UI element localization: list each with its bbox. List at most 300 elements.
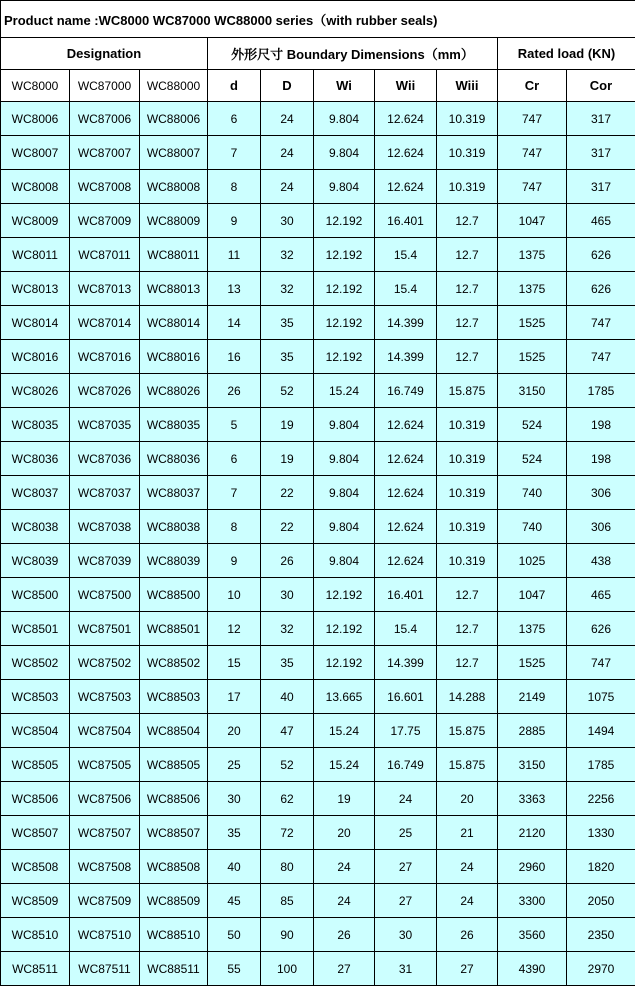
outer-d-cell: 32 xyxy=(261,238,314,272)
cor-cell: 465 xyxy=(567,578,635,612)
cr-cell: 1525 xyxy=(498,306,567,340)
bore-d-cell: 30 xyxy=(208,782,261,816)
wii-cell: 14.399 xyxy=(375,306,437,340)
col-header-wc87000: WC87000 xyxy=(70,70,140,102)
col-header-wiii: Wiii xyxy=(437,70,498,102)
wc87000-cell: WC87007 xyxy=(70,136,140,170)
outer-d-cell: 30 xyxy=(261,204,314,238)
outer-d-cell: 47 xyxy=(261,714,314,748)
wi-cell: 9.804 xyxy=(314,170,375,204)
wc8000-cell: WC8039 xyxy=(1,544,70,578)
cor-cell: 306 xyxy=(567,476,635,510)
wii-cell: 31 xyxy=(375,952,437,986)
wii-cell: 12.624 xyxy=(375,170,437,204)
wii-cell: 25 xyxy=(375,816,437,850)
wc88000-cell: WC88509 xyxy=(140,884,208,918)
wc88000-cell: WC88508 xyxy=(140,850,208,884)
wc88000-cell: WC88036 xyxy=(140,442,208,476)
cor-cell: 2970 xyxy=(567,952,635,986)
bore-d-cell: 55 xyxy=(208,952,261,986)
bore-d-cell: 50 xyxy=(208,918,261,952)
col-header-cor: Cor xyxy=(567,70,635,102)
wi-cell: 12.192 xyxy=(314,340,375,374)
wc8000-cell: WC8006 xyxy=(1,102,70,136)
wii-cell: 12.624 xyxy=(375,442,437,476)
wiii-cell: 12.7 xyxy=(437,204,498,238)
wc88000-cell: WC88511 xyxy=(140,952,208,986)
wiii-cell: 15.875 xyxy=(437,714,498,748)
bore-d-cell: 13 xyxy=(208,272,261,306)
cr-cell: 2149 xyxy=(498,680,567,714)
cr-cell: 1375 xyxy=(498,272,567,306)
wc88000-cell: WC88026 xyxy=(140,374,208,408)
wc88000-cell: WC88035 xyxy=(140,408,208,442)
cr-cell: 1375 xyxy=(498,238,567,272)
wi-cell: 13.665 xyxy=(314,680,375,714)
cr-cell: 1375 xyxy=(498,612,567,646)
table-row xyxy=(1,272,635,306)
wi-cell: 12.192 xyxy=(314,306,375,340)
cor-cell: 465 xyxy=(567,204,635,238)
wc8000-cell: WC8013 xyxy=(1,272,70,306)
outer-d-cell: 24 xyxy=(261,170,314,204)
wiii-cell: 10.319 xyxy=(437,510,498,544)
wc8000-cell: WC8007 xyxy=(1,136,70,170)
table-row xyxy=(1,578,635,612)
outer-d-cell: 40 xyxy=(261,680,314,714)
outer-d-cell: 22 xyxy=(261,476,314,510)
table-row xyxy=(1,510,635,544)
cr-cell: 4390 xyxy=(498,952,567,986)
wc87000-cell: WC87504 xyxy=(70,714,140,748)
outer-d-cell: 32 xyxy=(261,612,314,646)
wiii-cell: 10.319 xyxy=(437,442,498,476)
wc8000-cell: WC8011 xyxy=(1,238,70,272)
outer-d-cell: 100 xyxy=(261,952,314,986)
wc8000-cell: WC8035 xyxy=(1,408,70,442)
wc87000-cell: WC87036 xyxy=(70,442,140,476)
wii-cell: 27 xyxy=(375,850,437,884)
wii-cell: 12.624 xyxy=(375,476,437,510)
outer-d-cell: 35 xyxy=(261,646,314,680)
wi-cell: 15.24 xyxy=(314,714,375,748)
bore-d-cell: 5 xyxy=(208,408,261,442)
wc88000-cell: WC88037 xyxy=(140,476,208,510)
table-row xyxy=(1,476,635,510)
cr-cell: 747 xyxy=(498,136,567,170)
wi-cell: 12.192 xyxy=(314,578,375,612)
wc88000-cell: WC88503 xyxy=(140,680,208,714)
wc87000-cell: WC87016 xyxy=(70,340,140,374)
wii-cell: 14.399 xyxy=(375,340,437,374)
wc87000-cell: WC87502 xyxy=(70,646,140,680)
outer-d-cell: 19 xyxy=(261,408,314,442)
wc87000-cell: WC87501 xyxy=(70,612,140,646)
cor-cell: 2350 xyxy=(567,918,635,952)
wc88000-cell: WC88502 xyxy=(140,646,208,680)
outer-d-cell: 52 xyxy=(261,374,314,408)
wc8000-cell: WC8503 xyxy=(1,680,70,714)
cor-cell: 1785 xyxy=(567,748,635,782)
cor-cell: 747 xyxy=(567,306,635,340)
cr-cell: 524 xyxy=(498,408,567,442)
outer-d-cell: 85 xyxy=(261,884,314,918)
wc8000-cell: WC8508 xyxy=(1,850,70,884)
wiii-cell: 15.875 xyxy=(437,748,498,782)
wc88000-cell: WC88038 xyxy=(140,510,208,544)
cor-cell: 198 xyxy=(567,408,635,442)
wc87000-cell: WC87026 xyxy=(70,374,140,408)
wc87000-cell: WC87013 xyxy=(70,272,140,306)
table-row xyxy=(1,714,635,748)
wc8000-cell: WC8016 xyxy=(1,340,70,374)
wc87000-cell: WC87511 xyxy=(70,952,140,986)
wc87000-cell: WC87006 xyxy=(70,102,140,136)
wc88000-cell: WC88500 xyxy=(140,578,208,612)
cor-cell: 2256 xyxy=(567,782,635,816)
wi-cell: 26 xyxy=(314,918,375,952)
wc8000-cell: WC8502 xyxy=(1,646,70,680)
wc87000-cell: WC87037 xyxy=(70,476,140,510)
cor-cell: 1075 xyxy=(567,680,635,714)
outer-d-cell: 22 xyxy=(261,510,314,544)
cor-cell: 747 xyxy=(567,646,635,680)
bore-d-cell: 9 xyxy=(208,544,261,578)
cor-cell: 1820 xyxy=(567,850,635,884)
wii-cell: 12.624 xyxy=(375,136,437,170)
col-header-bore-d: d xyxy=(208,70,261,102)
wc87000-cell: WC87011 xyxy=(70,238,140,272)
cr-cell: 1525 xyxy=(498,646,567,680)
group-header-row xyxy=(1,38,635,70)
wi-cell: 12.192 xyxy=(314,238,375,272)
wi-cell: 9.804 xyxy=(314,476,375,510)
wiii-cell: 12.7 xyxy=(437,646,498,680)
cor-cell: 198 xyxy=(567,442,635,476)
wc8000-cell: WC8509 xyxy=(1,884,70,918)
cr-cell: 3363 xyxy=(498,782,567,816)
title-row xyxy=(1,1,635,38)
outer-d-cell: 80 xyxy=(261,850,314,884)
wiii-cell: 10.319 xyxy=(437,476,498,510)
wiii-cell: 12.7 xyxy=(437,578,498,612)
bore-d-cell: 12 xyxy=(208,612,261,646)
wiii-cell: 24 xyxy=(437,850,498,884)
wi-cell: 12.192 xyxy=(314,612,375,646)
wc87000-cell: WC87014 xyxy=(70,306,140,340)
wii-cell: 17.75 xyxy=(375,714,437,748)
cor-cell: 626 xyxy=(567,272,635,306)
table-row xyxy=(1,102,635,136)
wc8000-cell: WC8038 xyxy=(1,510,70,544)
wii-cell: 15.4 xyxy=(375,612,437,646)
wi-cell: 12.192 xyxy=(314,204,375,238)
cor-cell: 317 xyxy=(567,136,635,170)
wiii-cell: 21 xyxy=(437,816,498,850)
cor-cell: 317 xyxy=(567,170,635,204)
wi-cell: 9.804 xyxy=(314,136,375,170)
bore-d-cell: 6 xyxy=(208,102,261,136)
wc87000-cell: WC87035 xyxy=(70,408,140,442)
table-row xyxy=(1,748,635,782)
cr-cell: 3300 xyxy=(498,884,567,918)
cr-cell: 1047 xyxy=(498,578,567,612)
cor-cell: 306 xyxy=(567,510,635,544)
wi-cell: 15.24 xyxy=(314,374,375,408)
bore-d-cell: 40 xyxy=(208,850,261,884)
designation-header: Designation xyxy=(1,38,208,70)
bore-d-cell: 26 xyxy=(208,374,261,408)
wii-cell: 15.4 xyxy=(375,238,437,272)
wc8000-cell: WC8511 xyxy=(1,952,70,986)
wc88000-cell: WC88504 xyxy=(140,714,208,748)
wii-cell: 16.749 xyxy=(375,748,437,782)
table-row xyxy=(1,374,635,408)
bore-d-cell: 15 xyxy=(208,646,261,680)
boundary-dimensions-header: 外形尺寸 Boundary Dimensions（mm） xyxy=(208,38,498,70)
rated-load-header: Rated load (KN) xyxy=(498,38,635,70)
outer-d-cell: 24 xyxy=(261,102,314,136)
cr-cell: 2885 xyxy=(498,714,567,748)
wiii-cell: 14.288 xyxy=(437,680,498,714)
wc87000-cell: WC87506 xyxy=(70,782,140,816)
table-row xyxy=(1,442,635,476)
outer-d-cell: 62 xyxy=(261,782,314,816)
wc8000-cell: WC8026 xyxy=(1,374,70,408)
col-header-wi: Wi xyxy=(314,70,375,102)
cor-cell: 438 xyxy=(567,544,635,578)
wi-cell: 9.804 xyxy=(314,510,375,544)
table-row xyxy=(1,884,635,918)
outer-d-cell: 30 xyxy=(261,578,314,612)
wc87000-cell: WC87509 xyxy=(70,884,140,918)
wiii-cell: 10.319 xyxy=(437,408,498,442)
bore-d-cell: 7 xyxy=(208,476,261,510)
wc88000-cell: WC88014 xyxy=(140,306,208,340)
cor-cell: 1330 xyxy=(567,816,635,850)
wc8000-cell: WC8510 xyxy=(1,918,70,952)
wi-cell: 24 xyxy=(314,884,375,918)
outer-d-cell: 35 xyxy=(261,306,314,340)
cr-cell: 3560 xyxy=(498,918,567,952)
col-header-outer-d: D xyxy=(261,70,314,102)
wii-cell: 12.624 xyxy=(375,510,437,544)
table-row xyxy=(1,544,635,578)
wi-cell: 19 xyxy=(314,782,375,816)
bore-d-cell: 10 xyxy=(208,578,261,612)
cr-cell: 740 xyxy=(498,476,567,510)
cor-cell: 626 xyxy=(567,612,635,646)
outer-d-cell: 72 xyxy=(261,816,314,850)
table-row xyxy=(1,782,635,816)
wc87000-cell: WC87039 xyxy=(70,544,140,578)
col-header-wc88000: WC88000 xyxy=(140,70,208,102)
wiii-cell: 27 xyxy=(437,952,498,986)
wc8000-cell: WC8501 xyxy=(1,612,70,646)
wc87000-cell: WC87503 xyxy=(70,680,140,714)
outer-d-cell: 52 xyxy=(261,748,314,782)
wc87000-cell: WC87510 xyxy=(70,918,140,952)
wc88000-cell: WC88013 xyxy=(140,272,208,306)
cr-cell: 747 xyxy=(498,170,567,204)
wc87000-cell: WC87508 xyxy=(70,850,140,884)
table-row xyxy=(1,204,635,238)
table-row xyxy=(1,816,635,850)
bore-d-cell: 8 xyxy=(208,510,261,544)
wiii-cell: 20 xyxy=(437,782,498,816)
table-row xyxy=(1,238,635,272)
wii-cell: 12.624 xyxy=(375,102,437,136)
bore-d-cell: 9 xyxy=(208,204,261,238)
wiii-cell: 10.319 xyxy=(437,544,498,578)
cr-cell: 3150 xyxy=(498,374,567,408)
wii-cell: 16.749 xyxy=(375,374,437,408)
col-header-wii: Wii xyxy=(375,70,437,102)
cr-cell: 1047 xyxy=(498,204,567,238)
wii-cell: 16.401 xyxy=(375,204,437,238)
table-body xyxy=(1,1,635,986)
wiii-cell: 24 xyxy=(437,884,498,918)
cr-cell: 1525 xyxy=(498,340,567,374)
wc87000-cell: WC87505 xyxy=(70,748,140,782)
wc87000-cell: WC87009 xyxy=(70,204,140,238)
bore-d-cell: 7 xyxy=(208,136,261,170)
table-row xyxy=(1,918,635,952)
wi-cell: 20 xyxy=(314,816,375,850)
cor-cell: 317 xyxy=(567,102,635,136)
bore-d-cell: 14 xyxy=(208,306,261,340)
wii-cell: 15.4 xyxy=(375,272,437,306)
bore-d-cell: 8 xyxy=(208,170,261,204)
wii-cell: 30 xyxy=(375,918,437,952)
cor-cell: 747 xyxy=(567,340,635,374)
outer-d-cell: 32 xyxy=(261,272,314,306)
wi-cell: 12.192 xyxy=(314,646,375,680)
wiii-cell: 15.875 xyxy=(437,374,498,408)
wii-cell: 12.624 xyxy=(375,544,437,578)
wc8000-cell: WC8037 xyxy=(1,476,70,510)
table-row xyxy=(1,680,635,714)
wi-cell: 9.804 xyxy=(314,408,375,442)
table-row xyxy=(1,408,635,442)
wc8000-cell: WC8036 xyxy=(1,442,70,476)
cr-cell: 740 xyxy=(498,510,567,544)
wiii-cell: 10.319 xyxy=(437,136,498,170)
col-header-cr: Cr xyxy=(498,70,567,102)
wc8000-cell: WC8505 xyxy=(1,748,70,782)
wc87000-cell: WC87507 xyxy=(70,816,140,850)
wiii-cell: 12.7 xyxy=(437,272,498,306)
cr-cell: 2960 xyxy=(498,850,567,884)
wi-cell: 9.804 xyxy=(314,102,375,136)
outer-d-cell: 19 xyxy=(261,442,314,476)
wii-cell: 16.601 xyxy=(375,680,437,714)
bore-d-cell: 11 xyxy=(208,238,261,272)
wii-cell: 24 xyxy=(375,782,437,816)
wc8000-cell: WC8504 xyxy=(1,714,70,748)
cor-cell: 626 xyxy=(567,238,635,272)
bore-d-cell: 45 xyxy=(208,884,261,918)
wc87000-cell: WC87008 xyxy=(70,170,140,204)
cr-cell: 2120 xyxy=(498,816,567,850)
cr-cell: 524 xyxy=(498,442,567,476)
wi-cell: 27 xyxy=(314,952,375,986)
wc8000-cell: WC8500 xyxy=(1,578,70,612)
cor-cell: 1494 xyxy=(567,714,635,748)
table-row xyxy=(1,136,635,170)
wi-cell: 15.24 xyxy=(314,748,375,782)
wc88000-cell: WC88008 xyxy=(140,170,208,204)
wiii-cell: 12.7 xyxy=(437,306,498,340)
wii-cell: 14.399 xyxy=(375,646,437,680)
wiii-cell: 26 xyxy=(437,918,498,952)
table-row xyxy=(1,850,635,884)
wc8000-cell: WC8014 xyxy=(1,306,70,340)
table-row xyxy=(1,340,635,374)
cor-cell: 2050 xyxy=(567,884,635,918)
wc88000-cell: WC88039 xyxy=(140,544,208,578)
wc88000-cell: WC88016 xyxy=(140,340,208,374)
outer-d-cell: 90 xyxy=(261,918,314,952)
wiii-cell: 12.7 xyxy=(437,238,498,272)
wi-cell: 9.804 xyxy=(314,544,375,578)
wc88000-cell: WC88007 xyxy=(140,136,208,170)
product-title: Product name :WC8000 WC87000 WC88000 series（with rubber seals) xyxy=(1,1,635,38)
wc88000-cell: WC88011 xyxy=(140,238,208,272)
wiii-cell: 10.319 xyxy=(437,170,498,204)
table-row xyxy=(1,646,635,680)
bore-d-cell: 35 xyxy=(208,816,261,850)
table-row xyxy=(1,612,635,646)
bore-d-cell: 16 xyxy=(208,340,261,374)
wc88000-cell: WC88507 xyxy=(140,816,208,850)
wiii-cell: 10.319 xyxy=(437,102,498,136)
cr-cell: 1025 xyxy=(498,544,567,578)
wi-cell: 24 xyxy=(314,850,375,884)
wiii-cell: 12.7 xyxy=(437,612,498,646)
wi-cell: 12.192 xyxy=(314,272,375,306)
bore-d-cell: 25 xyxy=(208,748,261,782)
table-row xyxy=(1,952,635,986)
cr-cell: 747 xyxy=(498,102,567,136)
wc88000-cell: WC88505 xyxy=(140,748,208,782)
bore-d-cell: 20 xyxy=(208,714,261,748)
outer-d-cell: 26 xyxy=(261,544,314,578)
wc8000-cell: WC8507 xyxy=(1,816,70,850)
wii-cell: 16.401 xyxy=(375,578,437,612)
wc88000-cell: WC88510 xyxy=(140,918,208,952)
wii-cell: 12.624 xyxy=(375,408,437,442)
table-row xyxy=(1,170,635,204)
wi-cell: 9.804 xyxy=(314,442,375,476)
wc88000-cell: WC88501 xyxy=(140,612,208,646)
col-header-wc8000: WC8000 xyxy=(1,70,70,102)
wc8000-cell: WC8506 xyxy=(1,782,70,816)
column-header-row xyxy=(1,70,635,102)
bore-d-cell: 6 xyxy=(208,442,261,476)
cr-cell: 3150 xyxy=(498,748,567,782)
wc87000-cell: WC87038 xyxy=(70,510,140,544)
wc88000-cell: WC88506 xyxy=(140,782,208,816)
wc87000-cell: WC87500 xyxy=(70,578,140,612)
cor-cell: 1785 xyxy=(567,374,635,408)
wc8000-cell: WC8009 xyxy=(1,204,70,238)
bore-d-cell: 17 xyxy=(208,680,261,714)
wc88000-cell: WC88006 xyxy=(140,102,208,136)
wiii-cell: 12.7 xyxy=(437,340,498,374)
wc8000-cell: WC8008 xyxy=(1,170,70,204)
table-row xyxy=(1,306,635,340)
